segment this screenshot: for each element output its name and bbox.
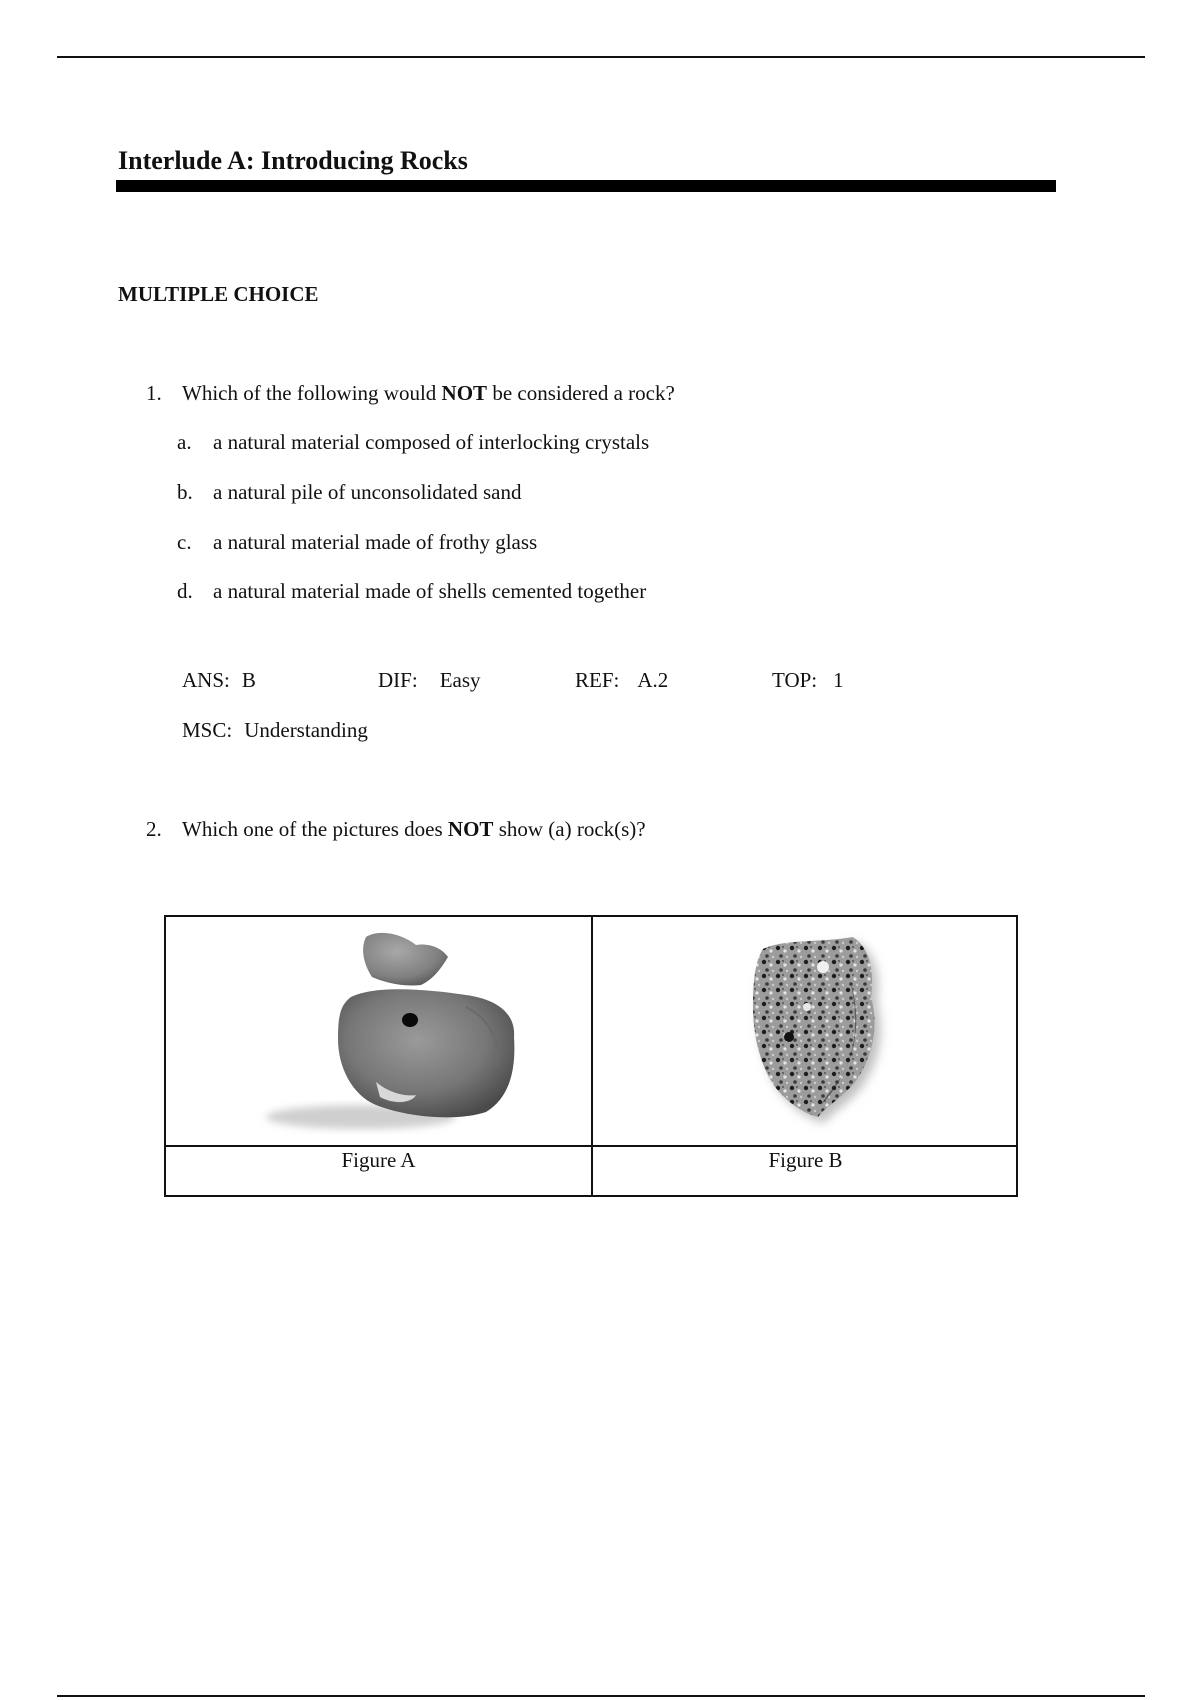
option-text: a natural material made of shells cemented together [213, 579, 647, 603]
question-emphasis: NOT [441, 381, 488, 405]
figure-a-image [166, 917, 591, 1145]
question-text [182, 380, 675, 406]
question-text [182, 816, 646, 842]
option-letter: c. [177, 530, 192, 554]
bottom-rule [57, 1695, 1145, 1697]
figure-b-image [593, 917, 1018, 1145]
figure-a-caption-cell [166, 1147, 591, 1197]
meta-value: A.2 [637, 668, 669, 692]
option-letter: b. [177, 480, 193, 504]
figure-b-caption-cell [593, 1147, 1018, 1197]
section-heading: MULTIPLE CHOICE [118, 282, 319, 306]
figure-a-rock-illustration [166, 917, 591, 1145]
meta-label: ANS: [182, 668, 230, 692]
meta-ref [575, 667, 668, 693]
figure-table [164, 915, 1018, 1197]
question-text-part: be considered a rock? [487, 381, 675, 405]
option-text: a natural material made of frothy glass [213, 530, 538, 554]
meta-dif [378, 667, 481, 693]
meta-label: TOP: [772, 668, 818, 692]
meta-label: MSC: [182, 718, 233, 742]
option-text: a natural material composed of interlocking crystals [213, 430, 650, 454]
meta-label: REF: [575, 668, 620, 692]
title-underline-bar [116, 180, 1056, 192]
figure-b-rock-illustration [593, 917, 1018, 1145]
question-emphasis: NOT [447, 817, 494, 841]
option-letter: a. [177, 430, 192, 454]
question-text-part: Which of the following would [182, 381, 442, 405]
figure-a-caption: Figure A [341, 1148, 416, 1172]
chapter-title: Interlude A: Introducing Rocks [118, 146, 468, 175]
meta-value: Understanding [244, 718, 368, 742]
meta-label: DIF: [378, 668, 418, 692]
top-rule [57, 56, 1145, 58]
meta-value: Easy [439, 668, 481, 692]
question-number: 2. [146, 817, 162, 841]
figure-b-caption: Figure B [768, 1148, 843, 1172]
meta-top [772, 667, 844, 693]
meta-ans [182, 667, 256, 693]
option-letter: d. [177, 579, 193, 603]
meta-value: B [241, 668, 256, 692]
option-text: a natural pile of unconsolidated sand [213, 480, 522, 504]
question-text-part: show (a) rock(s)? [493, 817, 646, 841]
question-number: 1. [146, 381, 162, 405]
meta-msc [182, 717, 368, 743]
meta-value: 1 [833, 668, 844, 692]
question-text-part: Which one of the pictures does [182, 817, 448, 841]
